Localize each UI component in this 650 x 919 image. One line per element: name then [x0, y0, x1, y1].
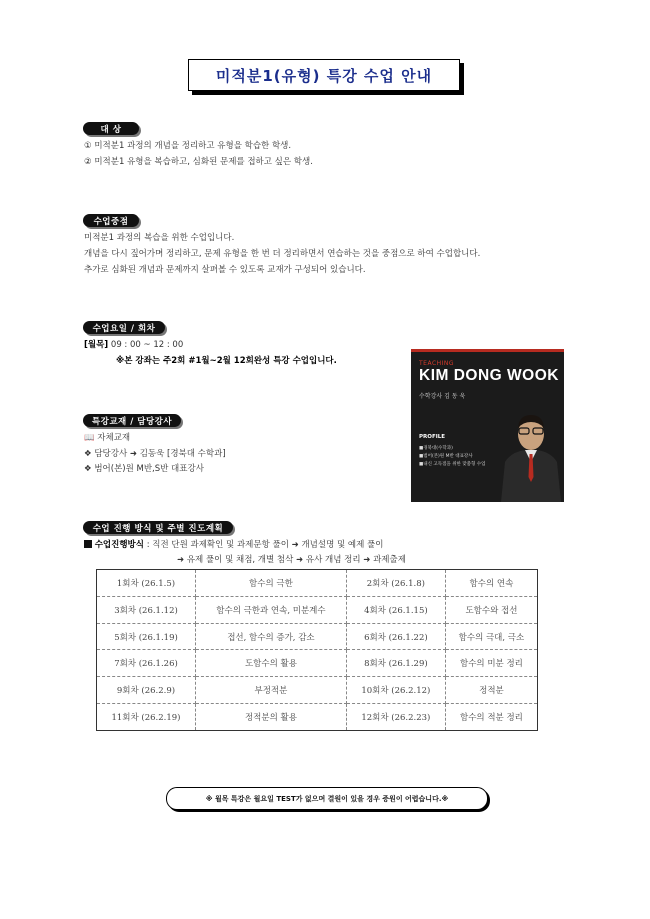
- material-rep: 범어(본)원 M반,S반 대표강사: [94, 464, 204, 474]
- material-book: 자체교재: [97, 433, 131, 443]
- session-cell: 1회차 (26.1.5): [97, 570, 196, 597]
- session-cell: 4회차 (26.1.15): [346, 596, 445, 623]
- topic-cell: 함수의 극한: [196, 570, 347, 597]
- topic-cell: 함수의 미분 정리: [445, 650, 537, 677]
- progress-section-label: 수업 진행 방식 및 주별 진도계획: [83, 521, 233, 534]
- diamond-bullet-icon: ❖: [84, 449, 92, 459]
- card-profile-line: ■경북대(수학과): [419, 446, 453, 451]
- session-cell: 3회차 (26.1.12): [97, 596, 196, 623]
- topic-cell: 접선, 함수의 증가, 감소: [196, 623, 347, 650]
- target-section-label: 대 상: [83, 122, 139, 135]
- session-cell: 2회차 (26.1.8): [346, 570, 445, 597]
- card-profile-line: ■내신 고득점을 위한 맞춤형 수업: [419, 462, 486, 467]
- material-book-line: [84, 431, 130, 443]
- session-cell: 10회차 (26.2.12): [346, 677, 445, 704]
- checkbox-icon: [84, 540, 92, 548]
- schedule-time: 09 : 00 ~ 12 : 00: [110, 340, 184, 350]
- topic-cell: 부정적분: [196, 677, 347, 704]
- material-section-label: 특강교재 / 담당강사: [83, 414, 181, 427]
- target-item-2: ② 미적분1 유형을 복습하고, 심화된 문제를 접하고 싶은 학생.: [84, 157, 313, 167]
- session-cell: 9회차 (26.2.9): [97, 677, 196, 704]
- book-icon: 📖: [84, 433, 95, 443]
- card-accent-bar: [411, 349, 564, 352]
- table-row: [97, 704, 538, 731]
- footer-notice: ※ 월목 특강은 월요일 TEST가 없으며 결원이 있을 경우 증원이 어렵습니다.※: [166, 787, 488, 810]
- table-row: [97, 623, 538, 650]
- target-item-1: ① 미적분1 과정의 개념을 정리하고 유형을 학습한 학생.: [84, 141, 292, 151]
- method-line-1: [84, 538, 383, 550]
- instructor-card: [411, 349, 564, 502]
- diamond-bullet-icon: ❖: [84, 464, 92, 474]
- topic-cell: 도함수의 활용: [196, 650, 347, 677]
- page-title: 미적분1(유형) 특강 수업 안내: [188, 59, 460, 91]
- table-row: [97, 596, 538, 623]
- instructor-photo: [501, 402, 561, 502]
- schedule-line: [84, 338, 183, 350]
- session-cell: 7회차 (26.1.26): [97, 650, 196, 677]
- card-profile-line: ■범어(본)원 M반 대표강사: [419, 454, 473, 459]
- method-text-1: : 직전 단원 과제확인 및 과제문항 풀이 ➜ 개념설명 및 예제 풀이: [146, 540, 384, 550]
- table-row: [97, 570, 538, 597]
- topic-cell: 함수의 극한과 연속, 미분계수: [196, 596, 347, 623]
- topic-cell: 함수의 적분 정리: [445, 704, 537, 731]
- session-cell: 12회차 (26.2.23): [346, 704, 445, 731]
- card-subtitle: 수학강사 김 동 욱: [419, 393, 466, 400]
- topic-cell: 정적분: [445, 677, 537, 704]
- material-teacher: 담당강사 ➜ 김동욱 [경북대 수학과]: [94, 449, 226, 459]
- schedule-section-label: 수업요일 / 회차: [83, 321, 165, 334]
- focus-line-2: 개념을 다시 짚어가며 정리하고, 문제 유형을 한 번 더 정리하면서 연습하는 것을 중점으로 하여 수업합니다.: [84, 249, 481, 259]
- focus-section-label: 수업중점: [83, 214, 139, 227]
- topic-cell: 정적분의 활용: [196, 704, 347, 731]
- card-profile-title: PROFILE: [419, 434, 446, 440]
- focus-line-1: 미적분1 과정의 복습을 위한 수업입니다.: [84, 233, 235, 243]
- topic-cell: 도함수와 접선: [445, 596, 537, 623]
- session-cell: 8회차 (26.1.29): [346, 650, 445, 677]
- topic-cell: 함수의 연속: [445, 570, 537, 597]
- schedule-table: [96, 569, 538, 731]
- table-row: [97, 650, 538, 677]
- session-cell: 5회차 (26.1.19): [97, 623, 196, 650]
- table-row: [97, 677, 538, 704]
- material-teacher-line: [84, 447, 226, 459]
- topic-cell: 함수의 극대, 극소: [445, 623, 537, 650]
- session-cell: 6회차 (26.1.22): [346, 623, 445, 650]
- schedule-note: ※본 강좌는 주2회 #1월~2월 12회완성 특강 수업입니다.: [116, 356, 337, 366]
- method-text-2: ➜ 유제 풀이 및 채점, 개별 첨삭 ➜ 유사 개념 정리 ➜ 과제출제: [177, 555, 406, 565]
- method-label: 수업진행방식: [94, 540, 144, 550]
- focus-line-3: 추가로 심화된 개념과 문제까지 살펴볼 수 있도록 교재가 구성되어 있습니다.: [84, 265, 366, 275]
- session-cell: 11회차 (26.2.19): [97, 704, 196, 731]
- material-rep-line: [84, 462, 204, 474]
- card-teaching-label: TEACHING: [419, 360, 455, 367]
- card-instructor-name: KIM DONG WOOK: [419, 367, 559, 384]
- schedule-day: [월목]: [84, 340, 109, 350]
